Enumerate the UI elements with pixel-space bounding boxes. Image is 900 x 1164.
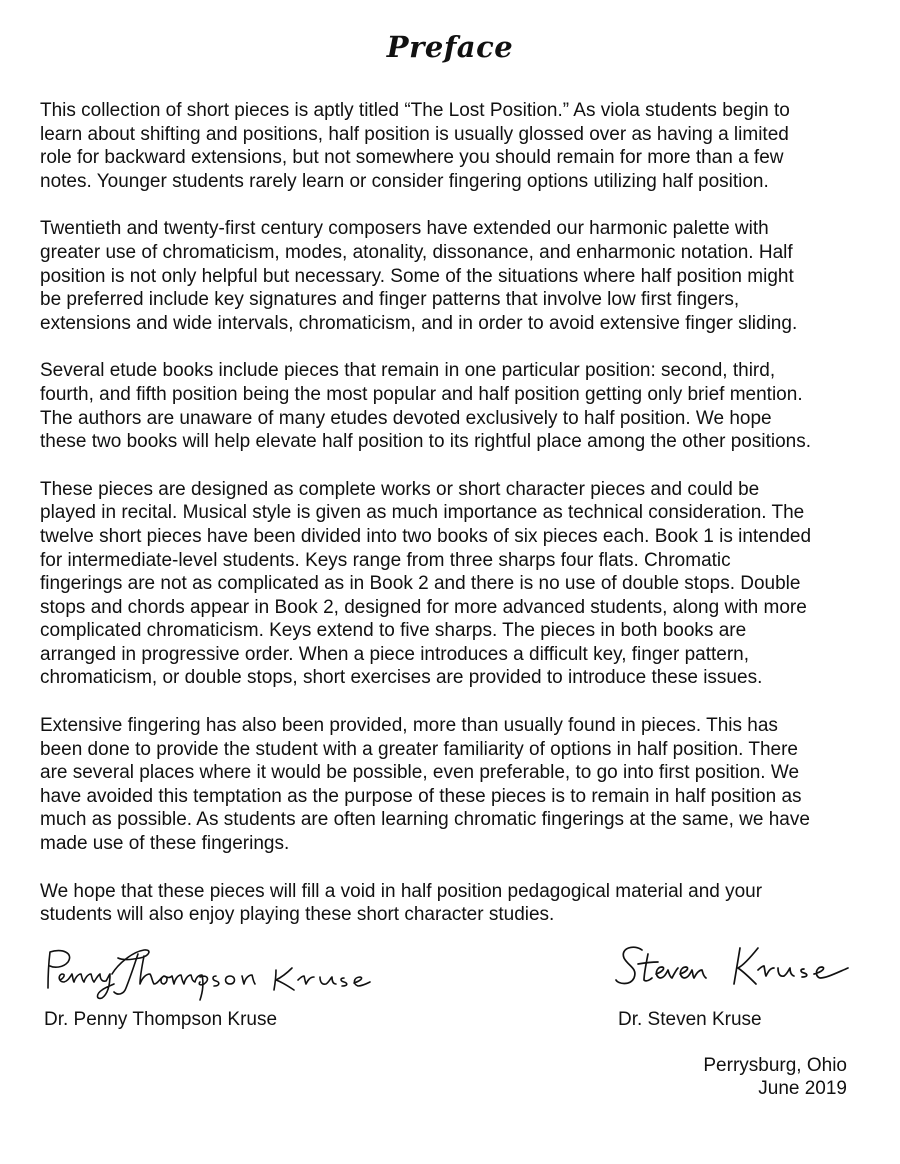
- text-line: This collection of short pieces is aptly titled “The Lost Position.” As viola students begin to: [40, 100, 790, 121]
- text-line: fingerings are not as complicated as in Book 2 and there is no use of double stops. Double: [40, 573, 801, 595]
- signature-penny-thompson-kruse: [40, 944, 400, 1004]
- paragraph: [40, 217, 880, 335]
- text-line: greater use of chromaticism, modes, atonality, dissonance, and enharmonic notation. Half: [40, 241, 793, 263]
- text-line: students will also enjoy playing these short character studies.: [40, 904, 555, 926]
- paragraph: [40, 478, 880, 690]
- text-line: are several places where it would be possible, even preferable, to go into first position. We: [40, 762, 800, 784]
- text-line: chromaticism, or double stops, short exercises are provided to introduce these issues.: [40, 667, 763, 689]
- text-line: stops and chords appear in Book 2, designed for more advanced students, along with more: [40, 596, 807, 618]
- text-line: much as possible. As students are often learning chromatic fingerings at the same, we have: [40, 809, 810, 831]
- text-line: role for backward extensions, but not somewhere you should remain for more than a few: [40, 147, 784, 169]
- text-line: extensions and wide intervals, chromaticism, and in order to avoid extensive finger sliding.: [40, 312, 798, 334]
- text-line: arranged in progressive order. When a piece introduces a difficult key, finger pattern,: [40, 643, 750, 665]
- text-line: have avoided this temptation as the purpose of these pieces is to remain in half position as: [40, 785, 802, 807]
- text-line: these two books will help elevate half position to its rightful place among the other positions.: [40, 431, 812, 453]
- text-line: for intermediate-level students. Keys range from three sharps four flats. Chromatic: [40, 549, 731, 571]
- signer-name-steven: Dr. Steven Kruse: [618, 1009, 762, 1030]
- text-line: complicated chromaticism. Keys extend to five sharps. The pieces in both books are: [40, 620, 747, 642]
- location: Perrysburg, Ohio: [703, 1055, 847, 1076]
- text-line: These pieces are designed as complete works or short character pieces and could be: [40, 478, 760, 500]
- text-line: notes. Younger students rarely learn or consider fingering options utilizing half position.: [40, 170, 769, 192]
- text-line: Several etude books include pieces that remain in one particular position: second, third,: [40, 360, 776, 382]
- text-line: made use of these fingerings.: [40, 833, 290, 855]
- signer-name-penny: Dr. Penny Thompson Kruse: [44, 1009, 278, 1030]
- text-line: position is not only helpful but necessary. Some of the situations where half position might: [40, 265, 794, 287]
- paragraph: [40, 359, 880, 453]
- text-line: twelve short pieces have been divided into two books of six pieces each. Book 1 is intended: [40, 525, 812, 547]
- text-line: We hope that these pieces will fill a void in half position pedagogical material and your: [40, 880, 763, 902]
- paragraph: [40, 714, 880, 856]
- text-line: played in recital. Musical style is given as much importance as technical consideration. The: [40, 502, 805, 524]
- signature-steven-kruse: [612, 940, 862, 998]
- date: June 2019: [758, 1078, 847, 1099]
- place-and-date: [703, 1054, 847, 1100]
- paragraph: [40, 99, 880, 193]
- text-line: Extensive fingering has also been provided, more than usually found in pieces. This has: [40, 715, 778, 737]
- text-line: The authors are unaware of many etudes devoted exclusively to half position. We hope: [40, 407, 772, 429]
- text-line: fourth, and fifth position being the most popular and half position getting only brief mention.: [40, 383, 803, 405]
- paragraph: [40, 880, 880, 927]
- text-line: Twentieth and twenty-first century composers have extended our harmonic palette with: [40, 218, 769, 240]
- text-line: be preferred include key signatures and finger patterns that involve low first fingers,: [40, 289, 740, 311]
- page-title: Preface: [386, 30, 514, 64]
- preface-body: [40, 99, 880, 951]
- text-line: been done to provide the student with a greater familiarity of options in half position. There: [40, 738, 798, 760]
- text-line: learn about shifting and positions, half position is usually glossed over as having a limited: [40, 123, 789, 145]
